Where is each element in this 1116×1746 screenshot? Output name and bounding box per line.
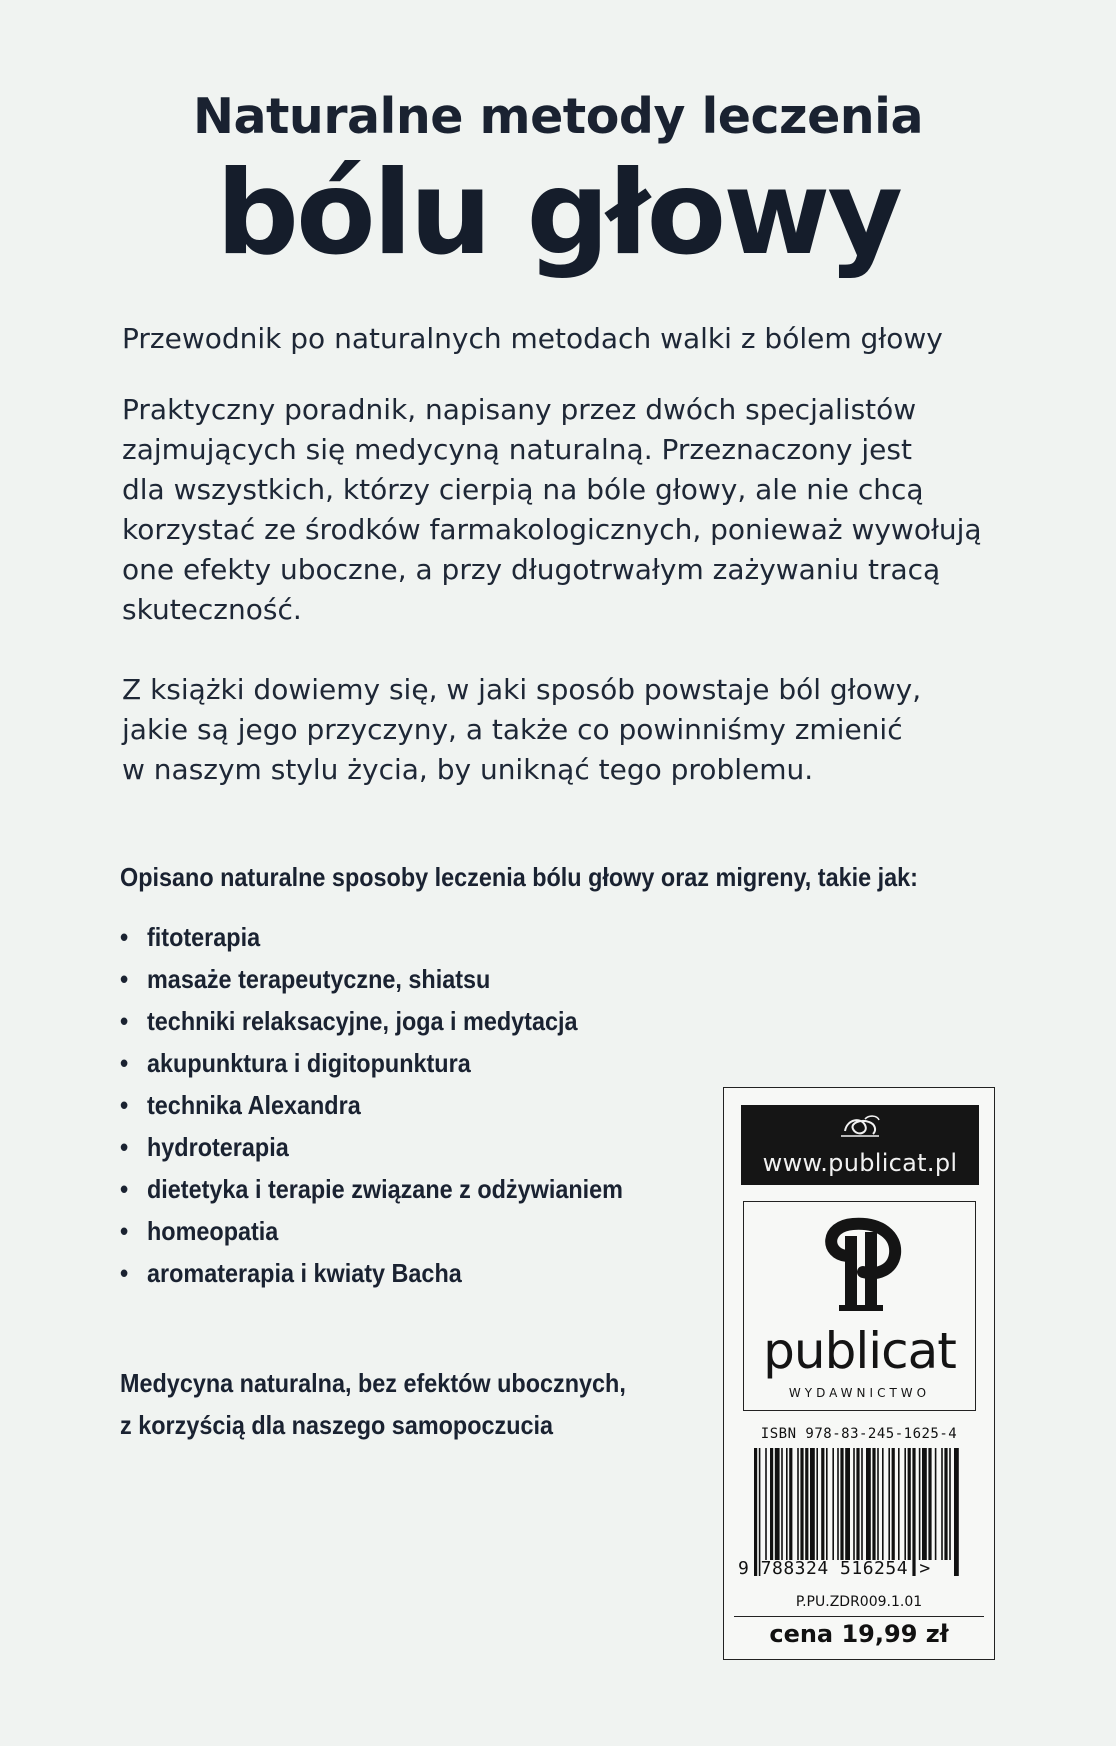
paragraph-line: Praktyczny poradnik, napisany przez dwóch specjalistów <box>122 393 917 426</box>
list-item <box>120 1090 623 1132</box>
barcode-bar <box>840 1448 843 1560</box>
barcode-bar <box>861 1448 863 1560</box>
list-item <box>120 964 623 1006</box>
tagline-line: z korzyścią dla naszego samopoczucia <box>120 1410 554 1440</box>
barcode-bar <box>892 1448 895 1560</box>
barcode-bar <box>837 1448 839 1560</box>
bullet-icon: • <box>120 1132 129 1162</box>
publicat-swirl-icon <box>835 1113 885 1139</box>
publisher-p-logo-icon <box>811 1216 911 1316</box>
barcode-bar <box>781 1448 783 1560</box>
list-item-label: fitoterapia <box>147 922 261 952</box>
barcode-bar <box>845 1448 850 1560</box>
bullet-icon: • <box>120 1006 129 1036</box>
closing-tagline <box>120 1362 626 1446</box>
barcode-bar <box>922 1448 927 1560</box>
barcode-bar <box>853 1448 855 1560</box>
description-paragraph-1 <box>122 390 1002 630</box>
barcode-bar <box>935 1448 937 1560</box>
list-item-label: dietetyka i terapie związane z odżywianiem <box>147 1174 623 1204</box>
publisher-name: publicat <box>763 1322 956 1380</box>
list-item-label: masaże terapeutyczne, shiatsu <box>147 964 491 994</box>
barcode-bar <box>805 1448 808 1560</box>
price: cena 19,99 zł <box>769 1620 949 1648</box>
bullet-icon: • <box>120 922 129 952</box>
barcode-bar <box>765 1448 767 1560</box>
tagline-line: Medycyna naturalna, bez efektów ubocznych, <box>120 1368 626 1398</box>
list-item-label: hydroterapia <box>147 1132 289 1162</box>
publisher-logo-box <box>743 1201 976 1411</box>
paragraph-line: one efekty uboczne, a przy długotrwałym zażywaniu tracą <box>122 553 941 586</box>
list-item <box>120 1132 623 1174</box>
isbn-number: ISBN 978-83-245-1625-4 <box>760 1426 958 1442</box>
barcode-bar <box>888 1448 890 1560</box>
title-line-2: bólu głowy <box>215 146 900 281</box>
barcode-bar <box>856 1448 859 1560</box>
barcode-bar <box>754 1448 757 1576</box>
barcode-bar <box>800 1448 803 1560</box>
barcode-bar <box>816 1448 818 1560</box>
barcode-bar <box>877 1448 879 1560</box>
publisher-panel <box>723 1087 995 1660</box>
barcode-bar <box>898 1448 900 1560</box>
barcode-bar <box>821 1448 824 1560</box>
publisher-logo-letter: P <box>861 1276 862 1277</box>
list-item <box>120 1006 623 1048</box>
bullet-icon: • <box>120 964 129 994</box>
barcode-bar <box>882 1448 884 1560</box>
barcode-bar <box>908 1448 911 1560</box>
methods-heading: Opisano naturalne sposoby leczenia bólu głowy oraz migreny, takie jak: <box>120 862 918 892</box>
paragraph-line: zajmujących się medycyną naturalną. Przeznaczony jest <box>122 433 912 466</box>
list-item <box>120 922 623 964</box>
product-code: P.PU.ZDR009.1.01 <box>795 1594 923 1610</box>
barcode-digits: 9 788324 516254 > <box>738 1558 931 1579</box>
list-item-label: homeopatia <box>147 1216 279 1246</box>
bullet-icon: • <box>120 1258 129 1288</box>
barcode-bar <box>797 1448 799 1560</box>
paragraph-line: korzystać ze środków farmakologicznych, ponieważ wywołują <box>122 513 982 546</box>
publisher-subname: WYDAWNICTWO <box>788 1386 931 1400</box>
paragraph-line: jakie są jego przyczyny, a także co powinniśmy zmienić <box>122 713 903 746</box>
barcode-bar <box>832 1448 834 1560</box>
website-box <box>741 1105 979 1185</box>
barcode <box>754 1448 959 1576</box>
barcode-bar <box>786 1448 788 1560</box>
list-item-label: aromaterapia i kwiaty Bacha <box>147 1258 462 1288</box>
barcode-bar <box>826 1448 828 1560</box>
paragraph-line: w naszym stylu życia, by uniknąć tego problemu. <box>122 753 814 786</box>
methods-list <box>120 922 679 1300</box>
barcode-bar <box>912 1448 915 1576</box>
barcode-bar <box>770 1448 773 1560</box>
barcode-bar <box>919 1448 921 1560</box>
paragraph-line: Z książki dowiemy się, w jaki sposób powstaje ból głowy, <box>122 673 922 706</box>
paragraph-line: dla wszystkich, którzy cierpią na bóle głowy, ale nie chcą <box>122 473 924 506</box>
title-line-1: Naturalne metody leczenia <box>192 88 924 145</box>
barcode-bar <box>941 1448 943 1560</box>
list-item-label: technika Alexandra <box>147 1090 361 1120</box>
list-item <box>120 1258 623 1300</box>
barcode-bar <box>789 1448 792 1560</box>
subtitle: Przewodnik po naturalnych metodach walki z bólem głowy <box>122 322 943 355</box>
list-item <box>120 1048 623 1090</box>
barcode-bar <box>928 1448 931 1560</box>
list-item-label: techniki relaksacyjne, joga i medytacja <box>147 1006 578 1036</box>
list-item <box>120 1174 623 1216</box>
list-item-label: akupunktura i digitopunktura <box>147 1048 471 1078</box>
barcode-bar <box>759 1448 761 1576</box>
bullet-icon: • <box>120 1216 129 1246</box>
description-paragraph-2 <box>122 670 1002 790</box>
bullet-icon: • <box>120 1174 129 1204</box>
barcode-bar <box>810 1448 815 1560</box>
barcode-bar <box>949 1448 951 1560</box>
divider <box>734 1616 984 1617</box>
barcode-bar <box>872 1448 875 1560</box>
barcode-bar <box>775 1448 780 1560</box>
paragraph-line: skuteczność. <box>122 593 302 626</box>
barcode-bar <box>904 1448 906 1560</box>
barcode-bar <box>866 1448 871 1560</box>
bullet-icon: • <box>120 1048 129 1078</box>
bullet-icon: • <box>120 1090 129 1120</box>
list-item <box>120 1216 623 1258</box>
website-url: www.publicat.pl <box>762 1149 958 1177</box>
barcode-bar <box>944 1448 947 1560</box>
barcode-bar <box>954 1448 959 1576</box>
